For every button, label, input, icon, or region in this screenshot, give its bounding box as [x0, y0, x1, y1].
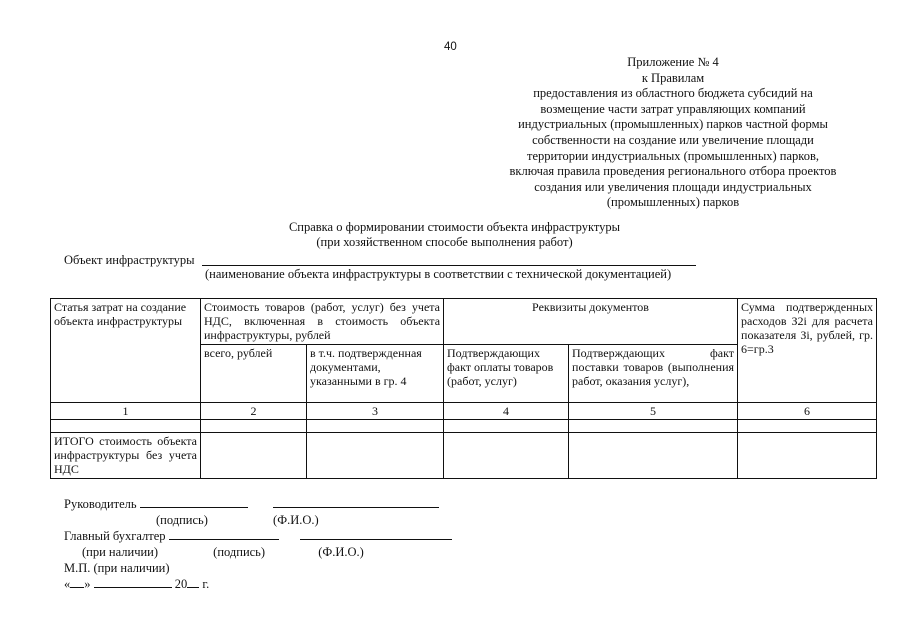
head-label: Руководитель	[64, 497, 137, 511]
accountant-label: Главный бухгалтер	[64, 529, 166, 543]
appendix-line: индустриальных (промышленных) парков частной формы	[518, 117, 828, 132]
col3a-header: Подтверждающих факт оплаты товаров (работ, услуг)	[444, 345, 569, 403]
table-cell[interactable]	[569, 420, 738, 433]
table-cell[interactable]	[444, 420, 569, 433]
accountant-captions	[64, 544, 452, 560]
date-suffix: г.	[202, 577, 210, 591]
accountant-name-caption: (Ф.И.О.)	[318, 545, 364, 559]
appendix-line: (промышленных) парков	[606, 195, 740, 210]
table-cell[interactable]	[307, 420, 444, 433]
col3-group-header: Реквизиты документов	[444, 299, 738, 345]
appendix-line: включая правила проведения регионального отбора проектов	[509, 164, 837, 179]
signature-block	[64, 496, 452, 592]
col-number: 6	[738, 403, 877, 420]
head-sign-caption: (подпись)	[156, 513, 208, 527]
date-year-field[interactable]	[187, 576, 199, 588]
appendix-line: к Правилам	[641, 70, 705, 85]
date-month-field[interactable]	[94, 576, 172, 588]
table-cell[interactable]	[51, 420, 201, 433]
date-day-field[interactable]	[70, 576, 84, 588]
object-name-field[interactable]	[202, 265, 696, 266]
appendix-header	[493, 55, 853, 211]
title-line-1: Справка о формировании стоимости объекта инфраструктуры	[288, 220, 621, 234]
col-number: 1	[51, 403, 201, 420]
table-row	[51, 420, 877, 433]
total-row	[51, 433, 877, 479]
head-name-field[interactable]	[273, 496, 439, 508]
col6-header: Сумма подтвержденных расходов З2i для расчета показателя Зi, рублей, гр. 6=гр.3	[738, 299, 877, 403]
col-number: 4	[444, 403, 569, 420]
appendix-line: территории индустриальных (промышленных) парков,	[526, 148, 819, 163]
col-number: 5	[569, 403, 738, 420]
page-number: 40	[444, 41, 457, 53]
cost-table	[50, 298, 877, 479]
date-open-quote: «	[64, 577, 71, 591]
table-cell[interactable]	[201, 433, 307, 479]
col-number: 2	[201, 403, 307, 420]
table-cell[interactable]	[444, 433, 569, 479]
accountant-name-field[interactable]	[300, 528, 452, 540]
appendix-line: возмещение части затрат управляющих компаний	[540, 101, 806, 116]
object-label: Объект инфраструктуры	[64, 253, 195, 267]
object-caption: (наименование объекта инфраструктуры в соответствии с технической документацией)	[205, 267, 672, 281]
table-cell[interactable]	[738, 420, 877, 433]
stamp-note: М.П. (при наличии)	[64, 561, 170, 575]
col1-header: Статья затрат на создание объекта инфраструктуры	[51, 299, 201, 403]
head-name-caption: (Ф.И.О.)	[273, 513, 319, 527]
date-close-quote: »	[84, 577, 91, 591]
col2a-header: всего, рублей	[201, 345, 307, 403]
total-label: ИТОГО стоимость объекта инфраструктуры без учета НДС	[51, 433, 201, 479]
appendix-line: собственности на создание или увеличение площади	[532, 132, 814, 147]
appendix-line: создания или увеличения площади индустриальных	[534, 179, 812, 194]
head-signature-field[interactable]	[140, 496, 248, 508]
accountant-signature-field[interactable]	[169, 528, 279, 540]
table-cell[interactable]	[738, 433, 877, 479]
date-line	[64, 576, 452, 592]
head-captions	[64, 512, 452, 528]
title-line-2: (при хозяйственном способе выполнения работ)	[316, 235, 573, 249]
table-cell[interactable]	[201, 420, 307, 433]
head-signature-line	[64, 496, 452, 512]
table-cell[interactable]	[307, 433, 444, 479]
date-year-prefix: 20	[174, 577, 188, 591]
table-cell[interactable]	[569, 433, 738, 479]
document-title	[0, 220, 909, 250]
col-number: 3	[307, 403, 444, 420]
col2-group-header: Стоимость товаров (работ, услуг) без учета НДС, включенная в стоимость объекта инфраструктуры, рублей	[201, 299, 444, 345]
accountant-signature-line	[64, 528, 452, 544]
appendix-line: Приложение № 4	[627, 55, 719, 69]
accountant-sign-caption: (подпись)	[213, 545, 266, 559]
col2b-header: в т.ч. подтвержденная документами, указанными в гр. 4	[307, 345, 444, 403]
appendix-line: предоставления из областного бюджета субсидий на	[533, 86, 813, 101]
col3b-header: Подтверждающих факт поставки товаров (выполнения работ, оказания услуг),	[569, 345, 738, 403]
accountant-note: (при наличии)	[82, 545, 159, 559]
